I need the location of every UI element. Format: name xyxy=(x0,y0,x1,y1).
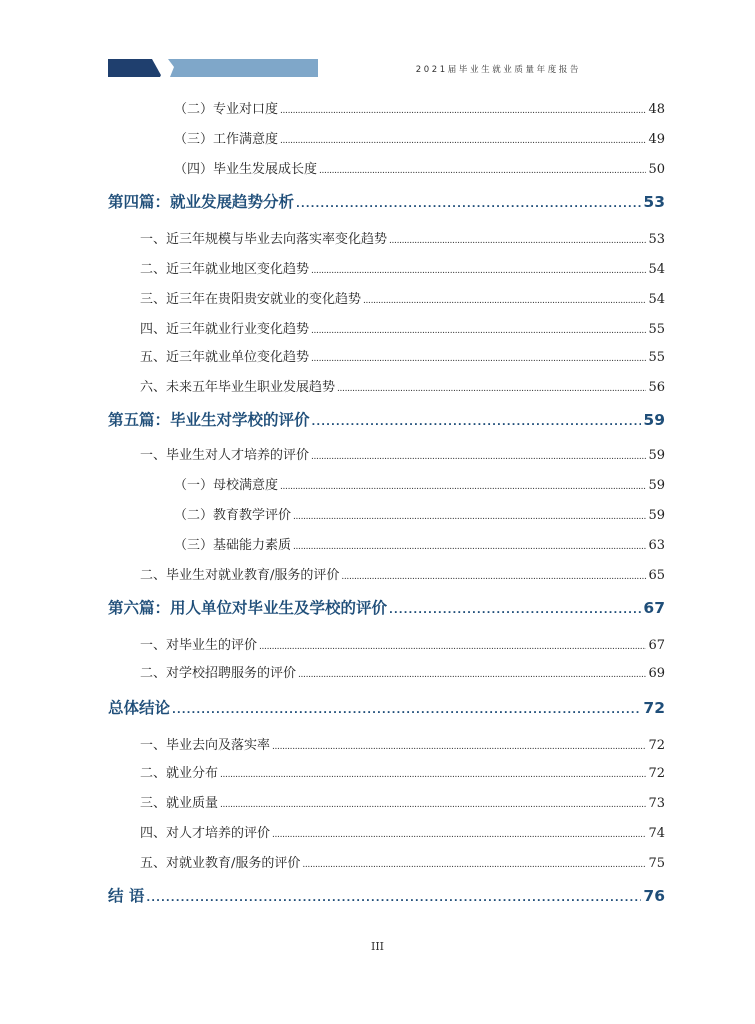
header-decorative-band xyxy=(108,59,318,77)
toc-entry-title: 四、近三年就业行业变化趋势 xyxy=(140,322,310,337)
toc-entry-title: 一、毕业生对人才培养的评价 xyxy=(140,448,310,463)
toc-dot-leader xyxy=(311,326,646,336)
toc-page-number: 56 xyxy=(648,380,665,395)
toc-entry-title: （四）毕业生发展成长度 xyxy=(174,162,318,177)
toc-entry[interactable] xyxy=(140,822,665,841)
toc-dot-leader xyxy=(259,642,646,652)
page-number: III xyxy=(370,940,385,953)
toc-dot-leader xyxy=(220,770,646,780)
toc-page-number: 73 xyxy=(648,796,665,811)
toc-entry-title: 一、毕业去向及落实率 xyxy=(140,738,271,753)
toc-dot-leader xyxy=(298,670,646,680)
toc-dot-leader xyxy=(280,136,646,146)
toc-dot-leader xyxy=(389,605,641,616)
toc-entry-title: （一）母校满意度 xyxy=(174,478,279,493)
toc-entry[interactable] xyxy=(140,228,665,247)
toc-entry-title: （二）教育教学评价 xyxy=(174,508,292,523)
toc-entry[interactable] xyxy=(140,634,665,653)
toc-page-number: 67 xyxy=(643,599,665,617)
toc-page-number: 67 xyxy=(648,638,665,653)
toc-entry-title: （三）工作满意度 xyxy=(174,132,279,147)
toc-page-number: 59 xyxy=(648,478,665,493)
toc-entry[interactable] xyxy=(140,852,665,871)
toc-dot-leader xyxy=(302,860,646,870)
toc-entry-title: 一、对毕业生的评价 xyxy=(140,638,258,653)
toc-page-number: 65 xyxy=(648,568,665,583)
toc-entry[interactable] xyxy=(140,734,665,753)
toc-dot-leader xyxy=(146,893,641,904)
toc-entry[interactable] xyxy=(140,288,665,307)
toc-entry-title: 四、对人才培养的评价 xyxy=(140,826,271,841)
toc-page-number: 63 xyxy=(648,538,665,553)
toc-entry[interactable] xyxy=(174,504,665,523)
toc-dot-leader xyxy=(296,199,641,210)
toc-page-number: 74 xyxy=(648,826,665,841)
toc-page-number: 72 xyxy=(648,738,665,753)
toc-entry-title: 二、近三年就业地区变化趋势 xyxy=(140,262,310,277)
toc-dot-leader xyxy=(293,542,646,552)
toc-entry-title: 三、就业质量 xyxy=(140,796,219,811)
toc-section-entry[interactable] xyxy=(108,884,665,906)
toc-page-number: 72 xyxy=(643,699,665,717)
toc-entry-title: 五、近三年就业单位变化趋势 xyxy=(140,350,310,365)
toc-page-number: 59 xyxy=(643,411,665,429)
toc-entry-title: （三）基础能力素质 xyxy=(174,538,292,553)
toc-entry[interactable] xyxy=(140,792,665,811)
toc-entry-title: 第六篇：用人单位对毕业生及学校的评价 xyxy=(108,599,388,617)
toc-entry-title: 六、未来五年毕业生职业发展趋势 xyxy=(140,380,336,395)
toc-dot-leader xyxy=(172,705,641,716)
toc-entry-title: 五、对就业教育/服务的评价 xyxy=(140,856,301,871)
toc-page-number: 76 xyxy=(643,887,665,905)
toc-entry-title: 总体结论 xyxy=(108,699,171,717)
toc-dot-leader xyxy=(280,482,646,492)
toc-entry-title: （二）专业对口度 xyxy=(174,102,279,117)
toc-entry-title: 二、就业分布 xyxy=(140,766,219,781)
toc-entry-title: 第四篇：就业发展趋势分析 xyxy=(108,193,295,211)
toc-section-entry[interactable] xyxy=(108,596,665,618)
toc-entry[interactable] xyxy=(174,534,665,553)
toc-page-number: 59 xyxy=(648,448,665,463)
toc-dot-leader xyxy=(312,417,642,428)
toc-page-number: 54 xyxy=(648,262,665,277)
toc-entry[interactable] xyxy=(140,444,665,463)
toc-entry[interactable] xyxy=(140,564,665,583)
toc-dot-leader xyxy=(272,830,646,840)
toc-entry[interactable] xyxy=(140,346,665,365)
toc-page-number: 59 xyxy=(648,508,665,523)
toc-dot-leader xyxy=(337,384,646,394)
toc-entry-title: 二、对学校招聘服务的评价 xyxy=(140,666,297,681)
toc-dot-leader xyxy=(272,742,646,752)
toc-dot-leader xyxy=(363,296,646,306)
toc-dot-leader xyxy=(319,166,646,176)
toc-entry-title: 三、近三年在贵阳贵安就业的变化趋势 xyxy=(140,292,362,307)
toc-page-number: 48 xyxy=(648,102,665,117)
toc-entry[interactable] xyxy=(140,762,665,781)
toc-entry-title: 结 语 xyxy=(108,887,145,905)
toc-entry[interactable] xyxy=(140,662,665,681)
toc-entry-title: 第五篇：毕业生对学校的评价 xyxy=(108,411,310,429)
toc-page-number: 75 xyxy=(648,856,665,871)
toc-dot-leader xyxy=(280,106,646,116)
toc-entry[interactable] xyxy=(140,376,665,395)
toc-entry-title: 二、毕业生对就业教育/服务的评价 xyxy=(140,568,340,583)
toc-section-entry[interactable] xyxy=(108,408,665,430)
toc-section-entry[interactable] xyxy=(108,696,665,718)
toc-page-number: 53 xyxy=(643,193,665,211)
toc-entry[interactable] xyxy=(140,318,665,337)
toc-entry[interactable] xyxy=(174,158,665,177)
toc-dot-leader xyxy=(341,572,646,582)
toc-page-number: 49 xyxy=(648,132,665,147)
toc-dot-leader xyxy=(311,266,646,276)
toc-entry[interactable] xyxy=(174,128,665,147)
toc-page-number: 69 xyxy=(648,666,665,681)
report-header-title: 2021届毕业生就业质量年度报告 xyxy=(415,65,581,75)
toc-dot-leader xyxy=(389,236,646,246)
toc-dot-leader xyxy=(293,512,646,522)
toc-dot-leader xyxy=(311,354,646,364)
toc-page-number: 50 xyxy=(648,162,665,177)
toc-page-number: 72 xyxy=(648,766,665,781)
toc-entry[interactable] xyxy=(140,258,665,277)
toc-page-number: 55 xyxy=(648,350,665,365)
toc-entry-title: 一、近三年规模与毕业去向落实率变化趋势 xyxy=(140,232,388,247)
toc-section-entry[interactable] xyxy=(108,190,665,212)
toc-dot-leader xyxy=(220,800,646,810)
toc-entry[interactable] xyxy=(174,98,665,117)
toc-entry[interactable] xyxy=(174,474,665,493)
toc-page-number: 54 xyxy=(648,292,665,307)
toc-dot-leader xyxy=(311,452,646,462)
toc-page-number: 53 xyxy=(648,232,665,247)
toc-page-number: 55 xyxy=(648,322,665,337)
